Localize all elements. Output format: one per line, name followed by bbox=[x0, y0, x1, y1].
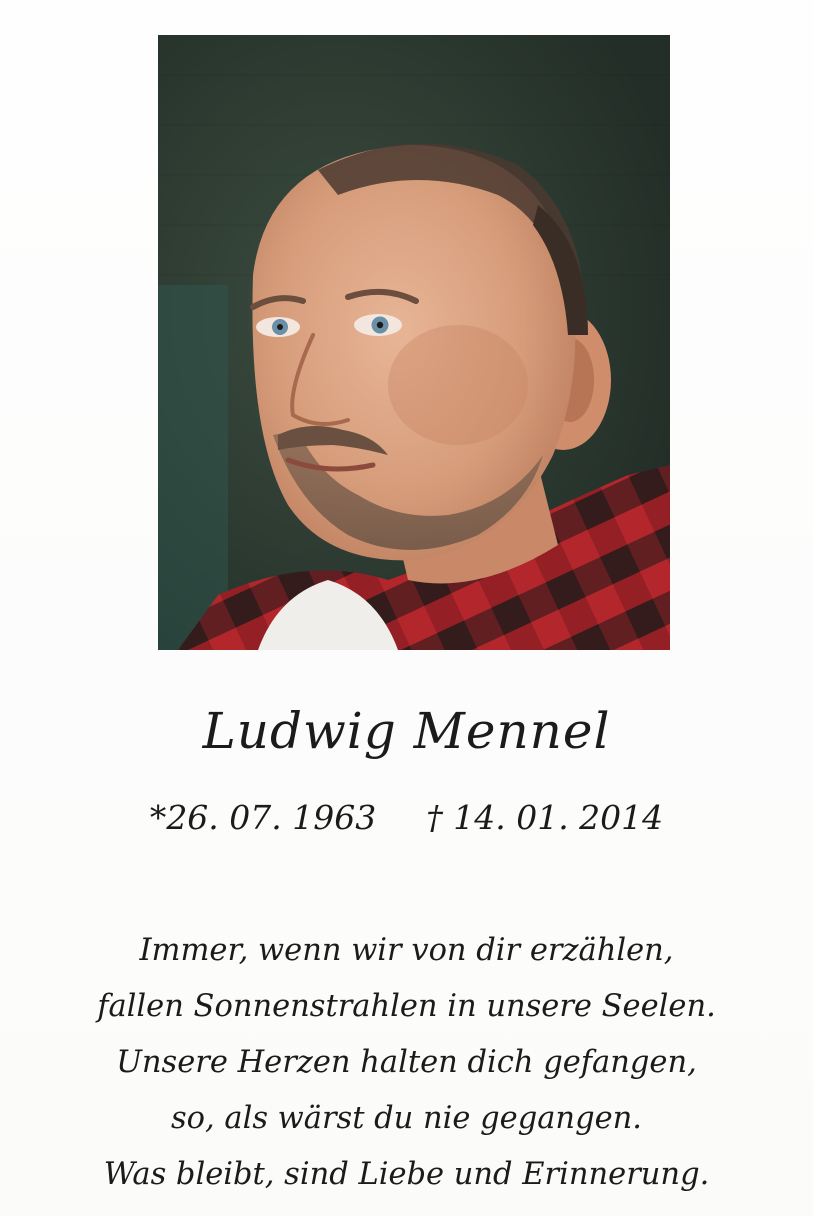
poem-line: Immer, wenn wir von dir erzählen, bbox=[139, 933, 674, 968]
portrait-illustration bbox=[158, 35, 670, 650]
poem-line: so, als wärst du nie gegangen. bbox=[170, 1101, 642, 1136]
poem-line: Unsere Herzen halten dich gefangen, bbox=[116, 1045, 697, 1080]
death-date: † 14. 01. 2014 bbox=[426, 798, 664, 837]
deceased-name: Ludwig Mennel bbox=[202, 702, 611, 760]
portrait-photo bbox=[158, 35, 670, 650]
poem-line: Was bleibt, sind Liebe und Erinnerung. bbox=[103, 1157, 710, 1192]
poem-line: fallen Sonnenstrahlen in unsere Seelen. bbox=[97, 989, 716, 1024]
memorial-poem bbox=[0, 923, 813, 1203]
life-dates bbox=[0, 798, 813, 837]
birth-date: *26. 07. 1963 bbox=[149, 798, 377, 837]
